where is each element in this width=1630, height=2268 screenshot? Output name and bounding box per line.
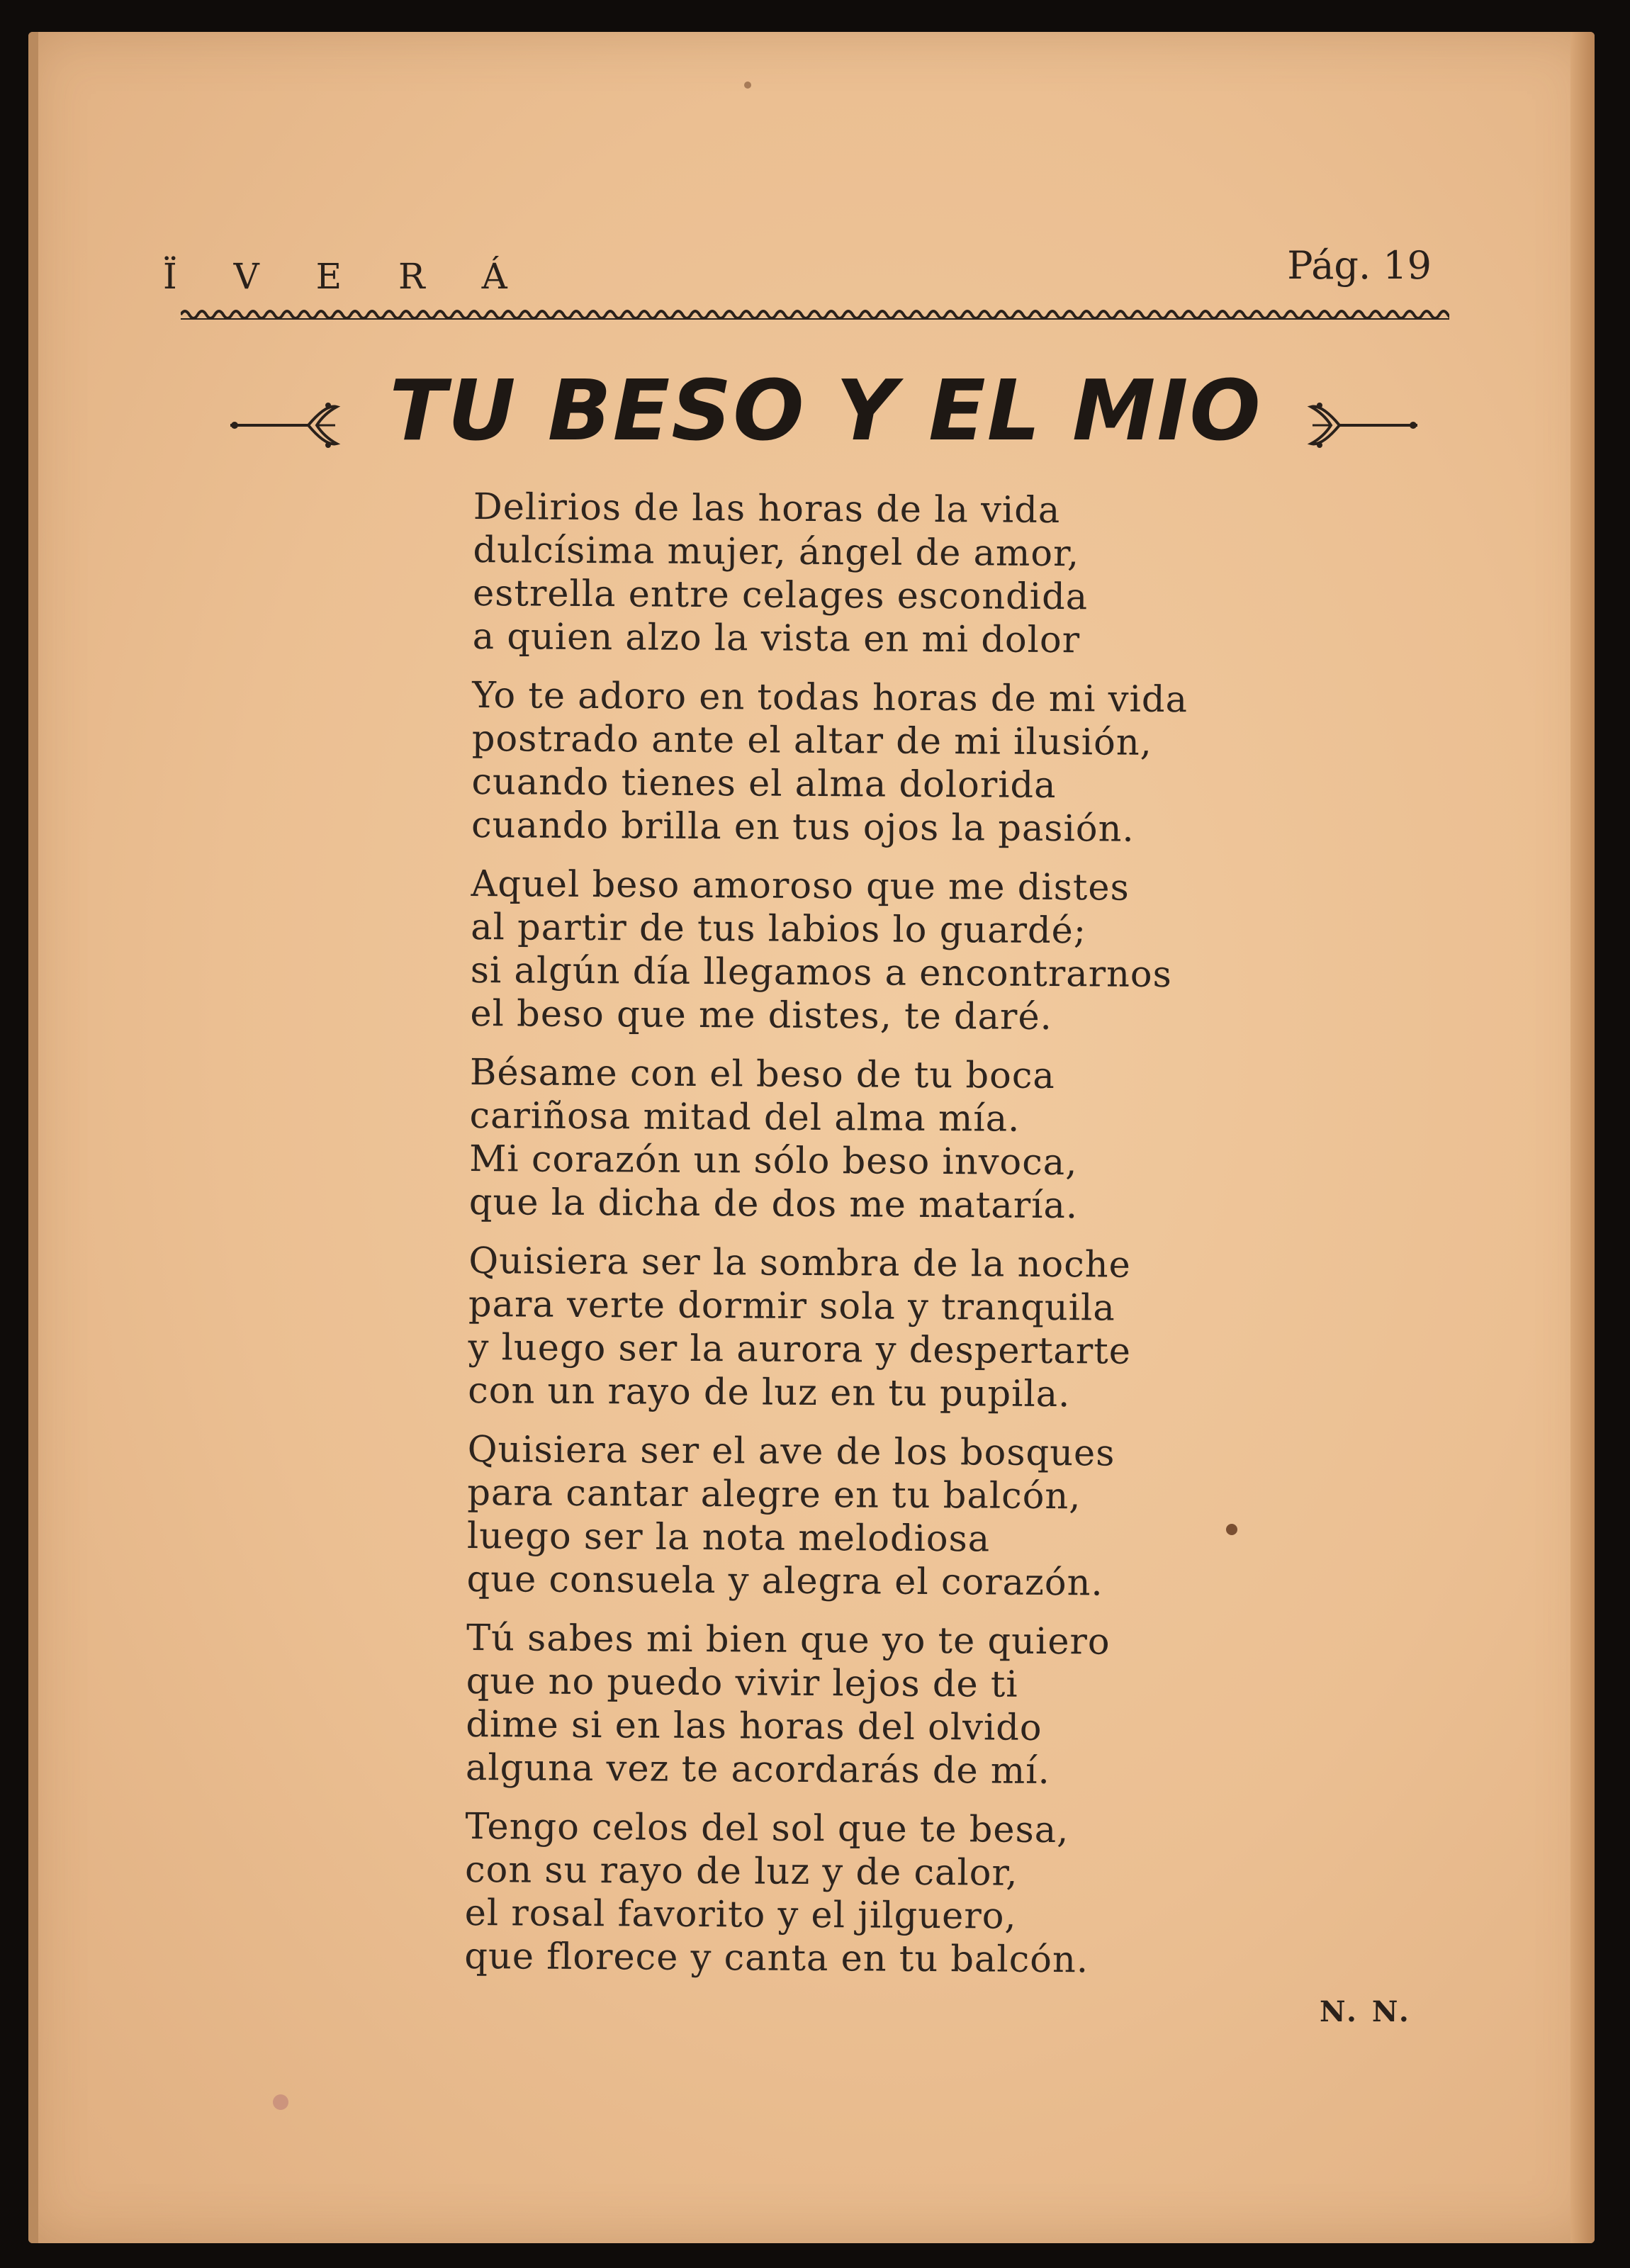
stanza — [468, 1240, 1461, 1419]
poem-line: Quisiera ser la sombra de la noche — [468, 1240, 1131, 1286]
poem-line: que florece y canta en tu balcón. — [464, 1935, 1089, 1982]
poem-line: dulcísima mujer, ángel de amor, — [473, 529, 1080, 576]
wavy-rule-icon — [181, 305, 1449, 325]
binding-edge — [28, 32, 38, 2243]
poem-line: a quien alzo la vista en mi dolor — [472, 615, 1081, 662]
page-fore-edge — [1570, 32, 1595, 2243]
poem-line: cuando brilla en tus ojos la pasión. — [471, 804, 1135, 850]
poem-line: con su rayo de luz y de calor, — [464, 1848, 1018, 1894]
poem-body — [464, 485, 1466, 2000]
paper-stain — [273, 2094, 288, 2110]
stanza — [469, 1051, 1462, 1230]
poem-line: que no puedo vivir lejos de ti — [466, 1660, 1018, 1706]
poem-title: TU BESO Y EL MIO — [389, 361, 1262, 459]
poem-line: el rosal favorito y el jilguero, — [464, 1892, 1017, 1938]
poem-line: Bésame con el beso de tu boca — [469, 1051, 1055, 1098]
poem-line: postrado ante el altar de mi ilusión, — [471, 717, 1153, 764]
author-signature: N. N. — [1320, 1995, 1412, 2028]
poem-line: estrella entre celages escondida — [472, 572, 1089, 619]
stanza — [464, 1805, 1457, 1984]
poem-line: Aquel beso amoroso que me distes — [471, 863, 1130, 909]
poem-line: para cantar alegre en tu balcón, — [467, 1471, 1081, 1518]
stanza — [473, 485, 1466, 665]
poem-line: dime si en las horas del olvido — [466, 1703, 1042, 1749]
paper-stain — [744, 82, 751, 89]
stanza — [466, 1617, 1458, 1796]
poem-line: que la dicha de dos me mataría. — [468, 1181, 1079, 1228]
poem-line: al partir de tus labios lo guardé; — [471, 906, 1087, 953]
stanza — [471, 674, 1464, 853]
poem-line: cuando tienes el alma dolorida — [471, 760, 1057, 807]
poem-line: Tengo celos del sol que te besa, — [465, 1805, 1069, 1852]
magazine-name: Ï V E R Á — [163, 256, 530, 297]
poem-line: para verte dormir sola y tranquila — [468, 1283, 1115, 1330]
poem-line: si algún día llegamos a encontrarnos — [470, 949, 1172, 997]
stanza — [466, 1428, 1459, 1607]
poem-line: y luego ser la aurora y despertarte — [468, 1326, 1132, 1373]
paper-stain — [1226, 1524, 1237, 1535]
poem-line: Tú sabes mi bien que yo te quiero — [466, 1617, 1111, 1663]
stanza — [470, 863, 1463, 1042]
poem-line: alguna vez te acordarás de mí. — [465, 1746, 1050, 1793]
poem-line: el beso que me distes, te daré. — [470, 992, 1053, 1039]
poem-line: cariñosa mitad del alma mía. — [469, 1094, 1021, 1140]
poem-line: luego ser la nota melodiosa — [466, 1515, 991, 1561]
poem-line: Delirios de las horas de la vida — [473, 486, 1061, 532]
page-number: Pág. 19 — [1287, 243, 1432, 288]
poem-line: Quisiera ser el ave de los bosques — [467, 1428, 1115, 1475]
poem-line: Mi corazón un sólo beso invoca, — [469, 1138, 1078, 1184]
poem-line: Yo te adoro en todas horas de mi vida — [472, 674, 1188, 722]
magazine-page — [28, 32, 1595, 2243]
poem-line: que consuela y alegra el corazón. — [466, 1558, 1103, 1605]
poem-line: con un rayo de luz en tu pupila. — [468, 1369, 1071, 1416]
